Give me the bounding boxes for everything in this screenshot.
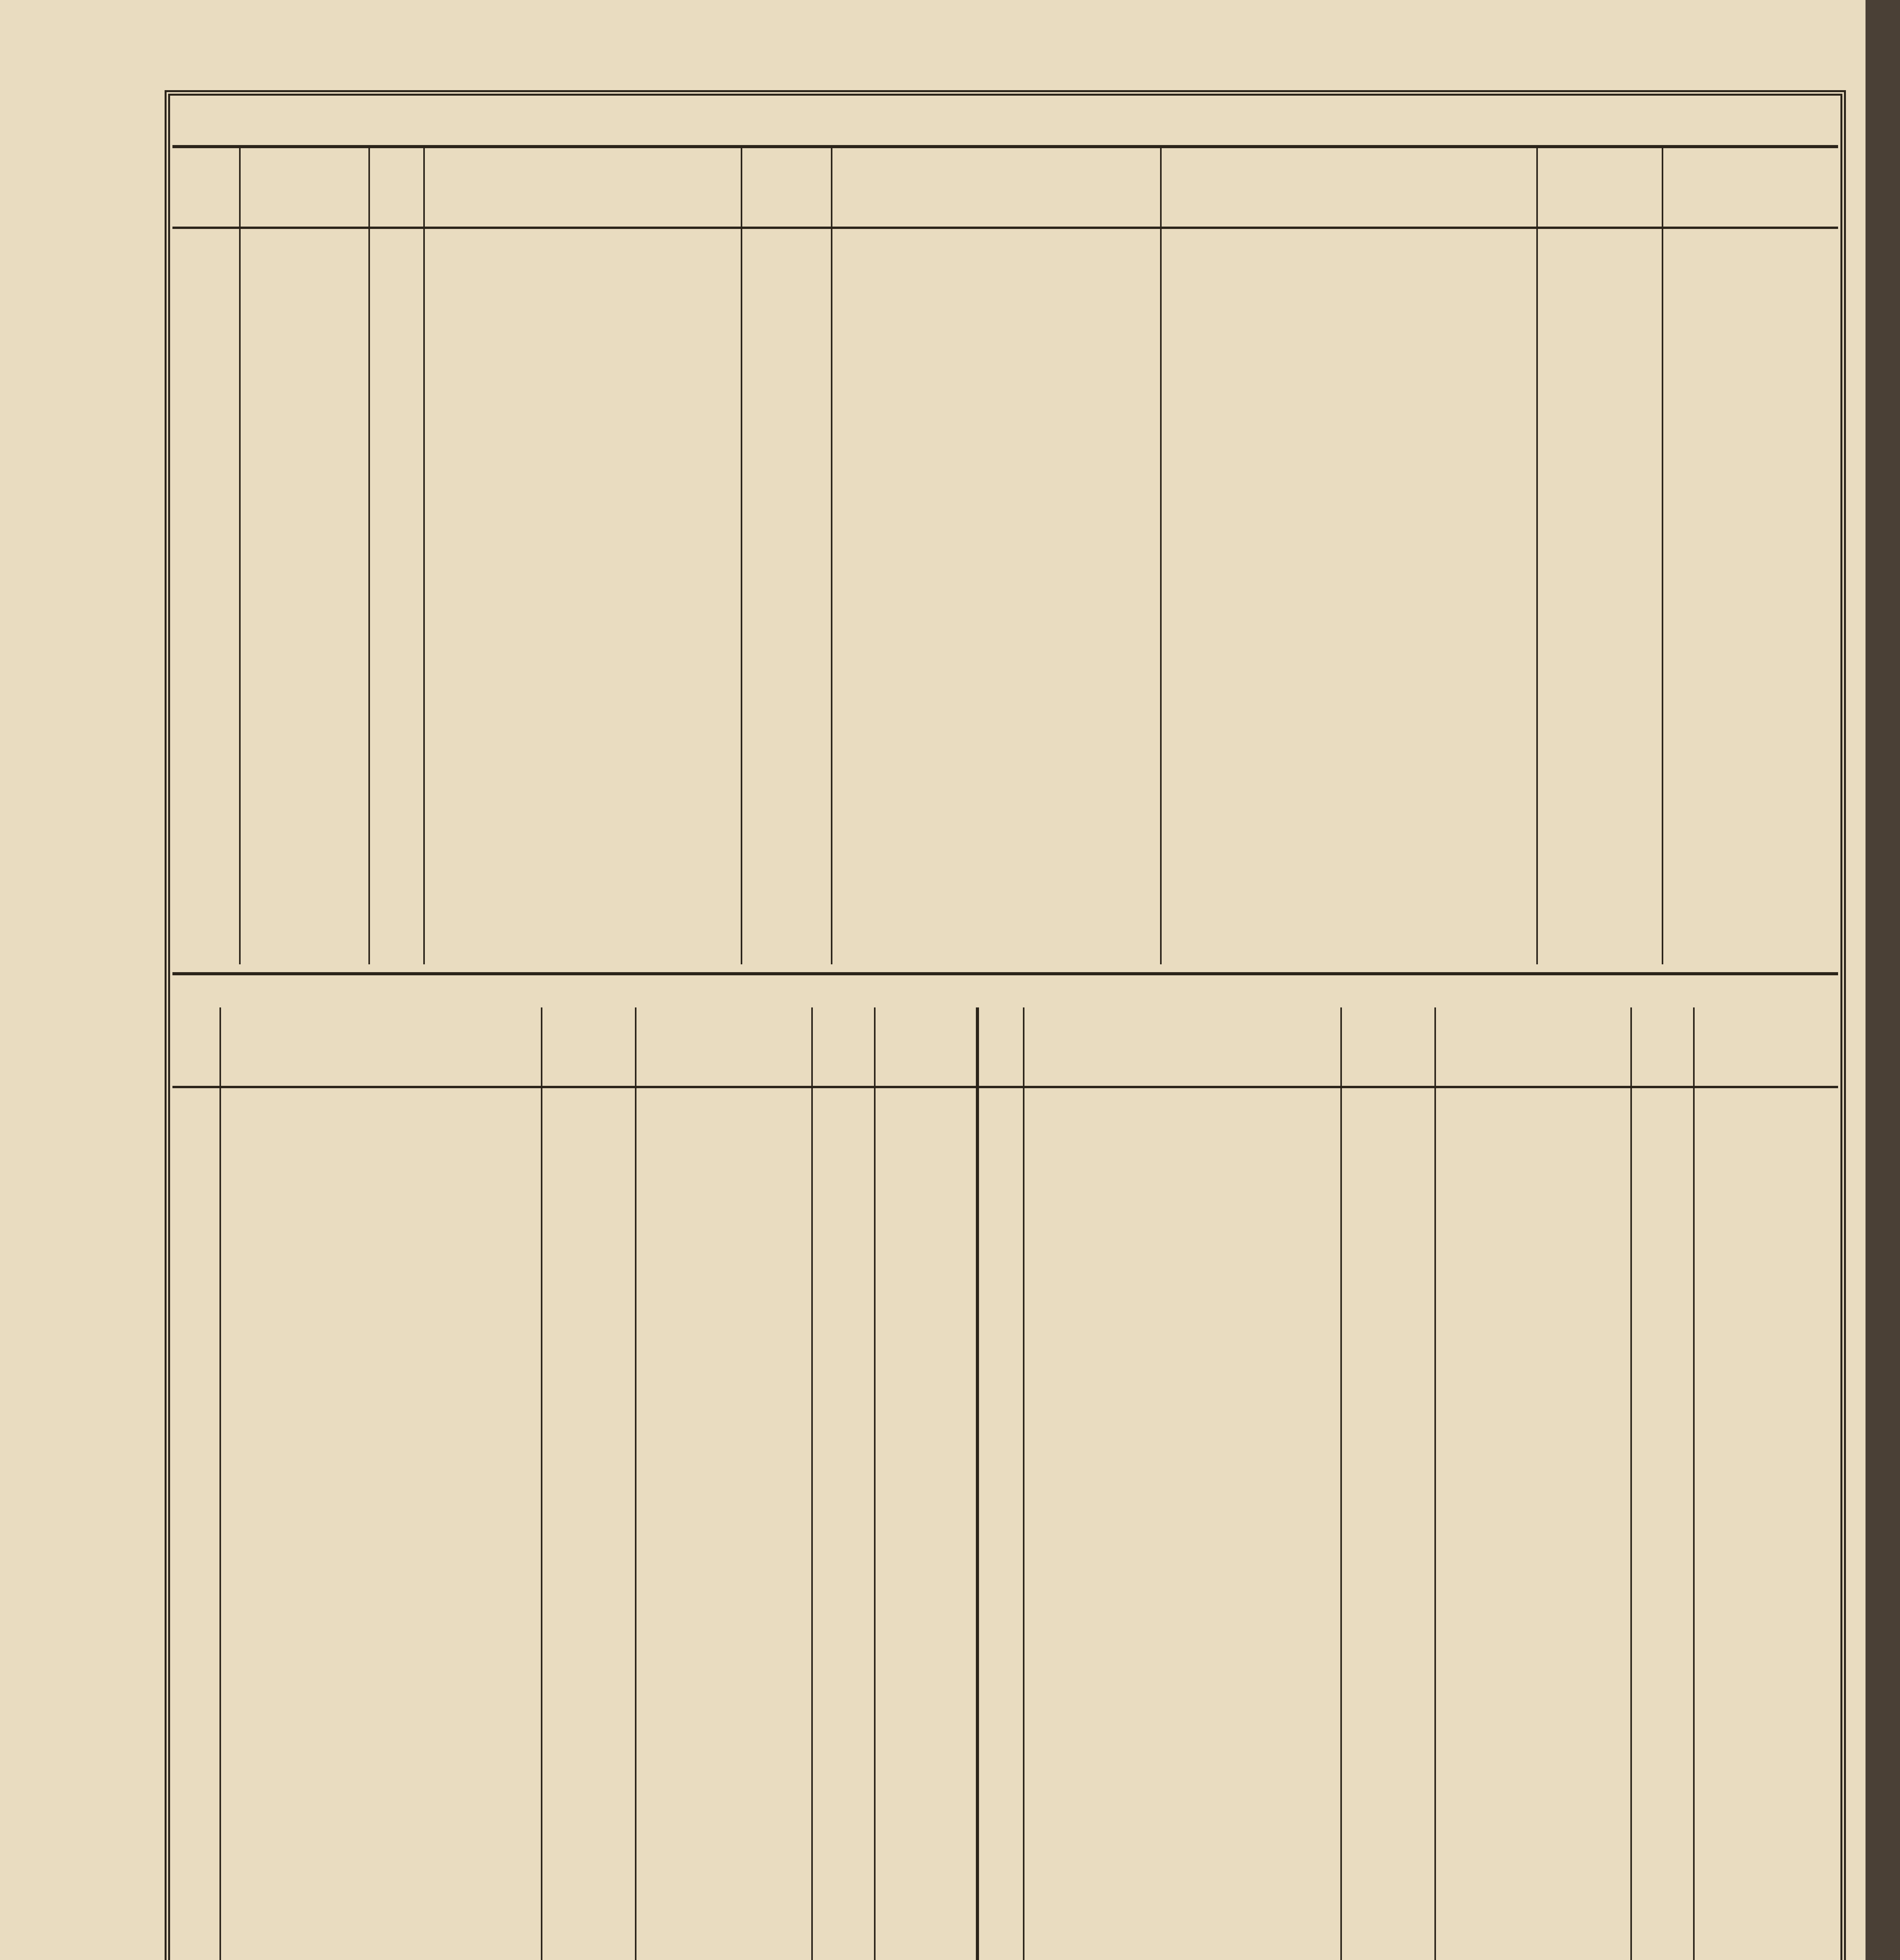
rule: [368, 145, 370, 964]
rule: [1662, 145, 1663, 964]
rule: [541, 1007, 542, 1960]
binding-edge: [1866, 0, 1900, 1960]
rule: [219, 1007, 221, 1960]
rule: [1023, 1007, 1024, 1960]
section-divider: [172, 972, 1838, 975]
rule: [1536, 145, 1538, 964]
page-header: [196, 98, 1834, 145]
bottom-table-header: [172, 1007, 1838, 1088]
vertical-note: [497, 1748, 520, 1960]
rule: [1340, 1007, 1342, 1960]
top-table-header: [172, 145, 1838, 229]
rule: [741, 145, 742, 964]
rule: [239, 145, 241, 964]
rule: [635, 1007, 636, 1960]
rule: [976, 1007, 979, 1960]
rule: [1434, 1007, 1436, 1960]
rule: [1160, 145, 1162, 964]
rule: [423, 145, 425, 964]
rule: [874, 1007, 876, 1960]
rule: [1630, 1007, 1632, 1960]
rule: [811, 1007, 813, 1960]
rule: [831, 145, 832, 964]
rule: [1693, 1007, 1695, 1960]
